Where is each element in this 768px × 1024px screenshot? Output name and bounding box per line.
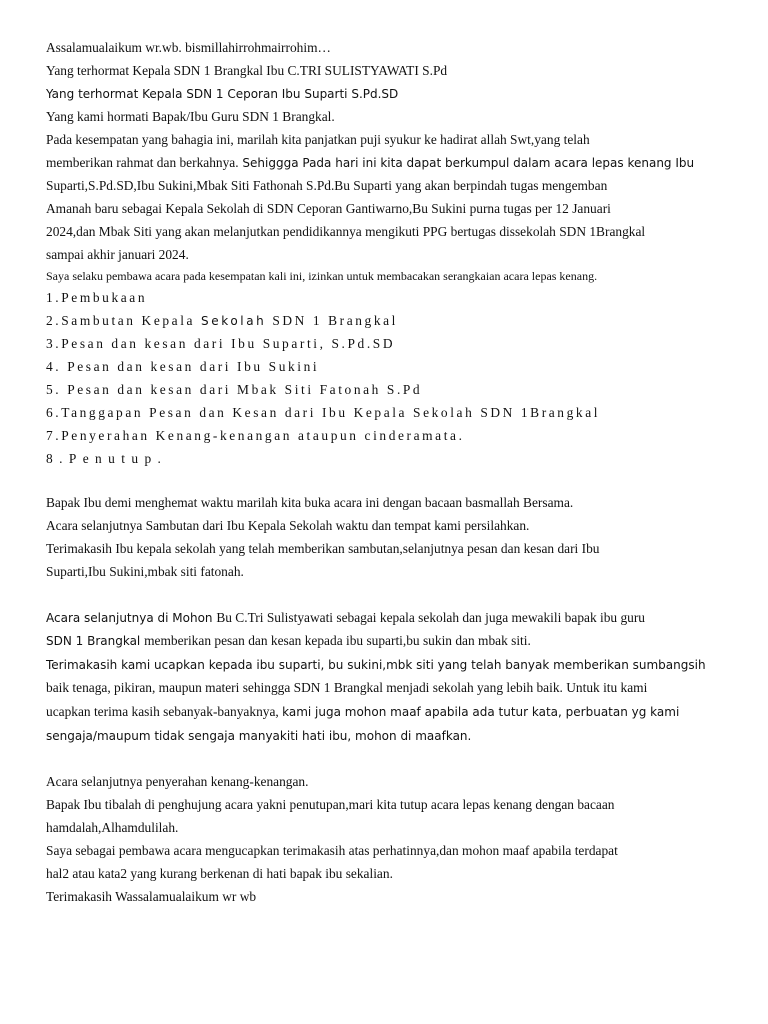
- closing-line-3: Saya sebagai pembawa acara mengucapkan terimakasih atas perhatinnya,dan mohon maaf apabila terdapat: [46, 843, 618, 858]
- gratitude-text: ucapkan terima kasih sebanyak-banyaknya,: [46, 704, 283, 719]
- agenda-item-2-text-b: Sekolah: [201, 314, 267, 328]
- opening-paragraph-line-6: sampai akhir januari 2024.: [46, 247, 189, 262]
- agenda-item-8: 8.Penutup.: [46, 451, 168, 466]
- opening-paragraph-line-5: 2024,dan Mbak Siti yang akan melanjutkan pendidikannya mengikuti PPG bertugas dissekolah SDN 1Brangkal: [46, 224, 646, 239]
- opening-paragraph-text-sans: Sehiggga Pada hari ini kita dapat berkumpul dalam acara lepas kenang Ibu: [238, 156, 695, 170]
- salutation-principal-ceporan: Yang terhormat Kepala SDN 1 Ceporan Ibu Suparti S.Pd.SD: [46, 87, 399, 101]
- closing-line-4: hal2 atau kata2 yang kurang berkenan di hati bapak ibu sekalian.: [46, 866, 393, 881]
- closing-line-1: Bapak Ibu tibalah di penghujung acara yakni penutupan,mari kita tutup acara lepas kenang dengan bacaan: [46, 797, 615, 812]
- agenda-item-3: 3.Pesan dan kesan dari Ibu Suparti, S.Pd.SD: [46, 336, 396, 351]
- agenda-item-2-text-a: 2.Sambutan Kepala: [46, 313, 202, 328]
- thanks-principal-line-1: Terimakasih Ibu kepala sekolah yang telah memberikan sambutan,selanjutnya pesan dan kesan dari Ibu: [46, 541, 600, 556]
- agenda-item-2-text-c: SDN 1 Brangkal: [266, 313, 398, 328]
- opening-paragraph-line-4: Amanah baru sebagai Kepala Sekolah di SDN Ceporan Gantiwarno,Bu Sukini purna tugas per 12 Januari: [46, 201, 611, 216]
- request-principal-text-sans: Acara selanjutnya di Mohon: [46, 611, 217, 625]
- agenda-item-1: 1.Pembukaan: [46, 290, 148, 305]
- opening-paragraph-line-1: Pada kesempatan yang bahagia ini, marilah kita panjatkan puji syukur ke hadirat allah Swt,yang telah: [46, 132, 590, 147]
- agenda-item-6: 6.Tanggapan Pesan dan Kesan dari Ibu Kepala Sekolah SDN 1Brangkal: [46, 405, 601, 420]
- request-principal-text: Bu C.Tri Sulistyawati sebagai kepala sekolah dan juga mewakili bapak ibu guru: [216, 610, 645, 625]
- gratitude-line-2: baik tenaga, pikiran, maupun materi sehingga SDN 1 Brangkal menjadi sekolah yang lebih baik. Untuk itu kami: [46, 680, 648, 695]
- closing-line-2: hamdalah,Alhamdulilah.: [46, 820, 179, 835]
- speech-principal-line: Acara selanjutnya Sambutan dari Ibu Kepala Sekolah waktu dan tempat kami persilahkan.: [46, 518, 530, 533]
- agenda-intro: Saya selaku pembawa acara pada kesempatan kali ini, izinkan untuk membacakan serangkaian acara lepas kenang.: [46, 269, 598, 283]
- gratitude-text-sans: kami juga mohon maaf apabila ada tutur kata, perbuatan yg kami: [282, 705, 680, 719]
- basmallah-line: Bapak Ibu demi menghemat waktu marilah kita buka acara ini dengan bacaan basmallah Bersama.: [46, 495, 574, 510]
- farewell-line: Terimakasih Wassalamualaikum wr wb: [46, 889, 257, 904]
- opening-paragraph-text: memberikan rahmat dan berkahnya.: [46, 155, 239, 170]
- request-principal-line-1: [46, 610, 645, 626]
- gratitude-line-3: [46, 704, 679, 720]
- greeting-line: Assalamualaikum wr.wb. bismillahirrohmairrohim…: [46, 40, 331, 55]
- apology-line: sengaja/maupum tidak sengaja manyakiti hati ibu, mohon di maafkan.: [46, 729, 472, 743]
- opening-paragraph-line-3: Suparti,S.Pd.SD,Ibu Sukini,Mbak Siti Fathonah S.Pd.Bu Suparti yang akan berpindah tugas mengemban: [46, 178, 608, 193]
- request-principal-text-2: memberikan pesan dan kesan kepada ibu suparti,bu sukin dan mbak siti.: [144, 633, 531, 648]
- agenda-item-4: 4. Pesan dan kesan dari Ibu Sukini: [46, 359, 320, 374]
- request-principal-school-sans: SDN 1 Brangkal: [46, 634, 145, 648]
- agenda-item-2: [46, 313, 398, 329]
- salutation-teachers: Yang kami hormati Bapak/Ibu Guru SDN 1 Brangkal.: [46, 109, 335, 124]
- souvenir-line: Acara selanjutnya penyerahan kenang-kenangan.: [46, 774, 309, 789]
- thanks-principal-line-2: Suparti,Ibu Sukini,mbak siti fatonah.: [46, 564, 244, 579]
- request-principal-line-2: [46, 633, 531, 649]
- agenda-item-7: 7.Penyerahan Kenang-kenangan ataupun cinderamata.: [46, 428, 465, 443]
- agenda-item-5: 5. Pesan dan kesan dari Mbak Siti Fatonah S.Pd: [46, 382, 423, 397]
- salutation-principal-brangkal: Yang terhormat Kepala SDN 1 Brangkal Ibu C.TRI SULISTYAWATI S.Pd: [46, 63, 448, 78]
- gratitude-line-1: Terimakasih kami ucapkan kepada ibu suparti, bu sukini,mbk siti yang telah banyak memberikan sumbangsih: [46, 658, 706, 672]
- opening-paragraph-line-2: [46, 155, 694, 171]
